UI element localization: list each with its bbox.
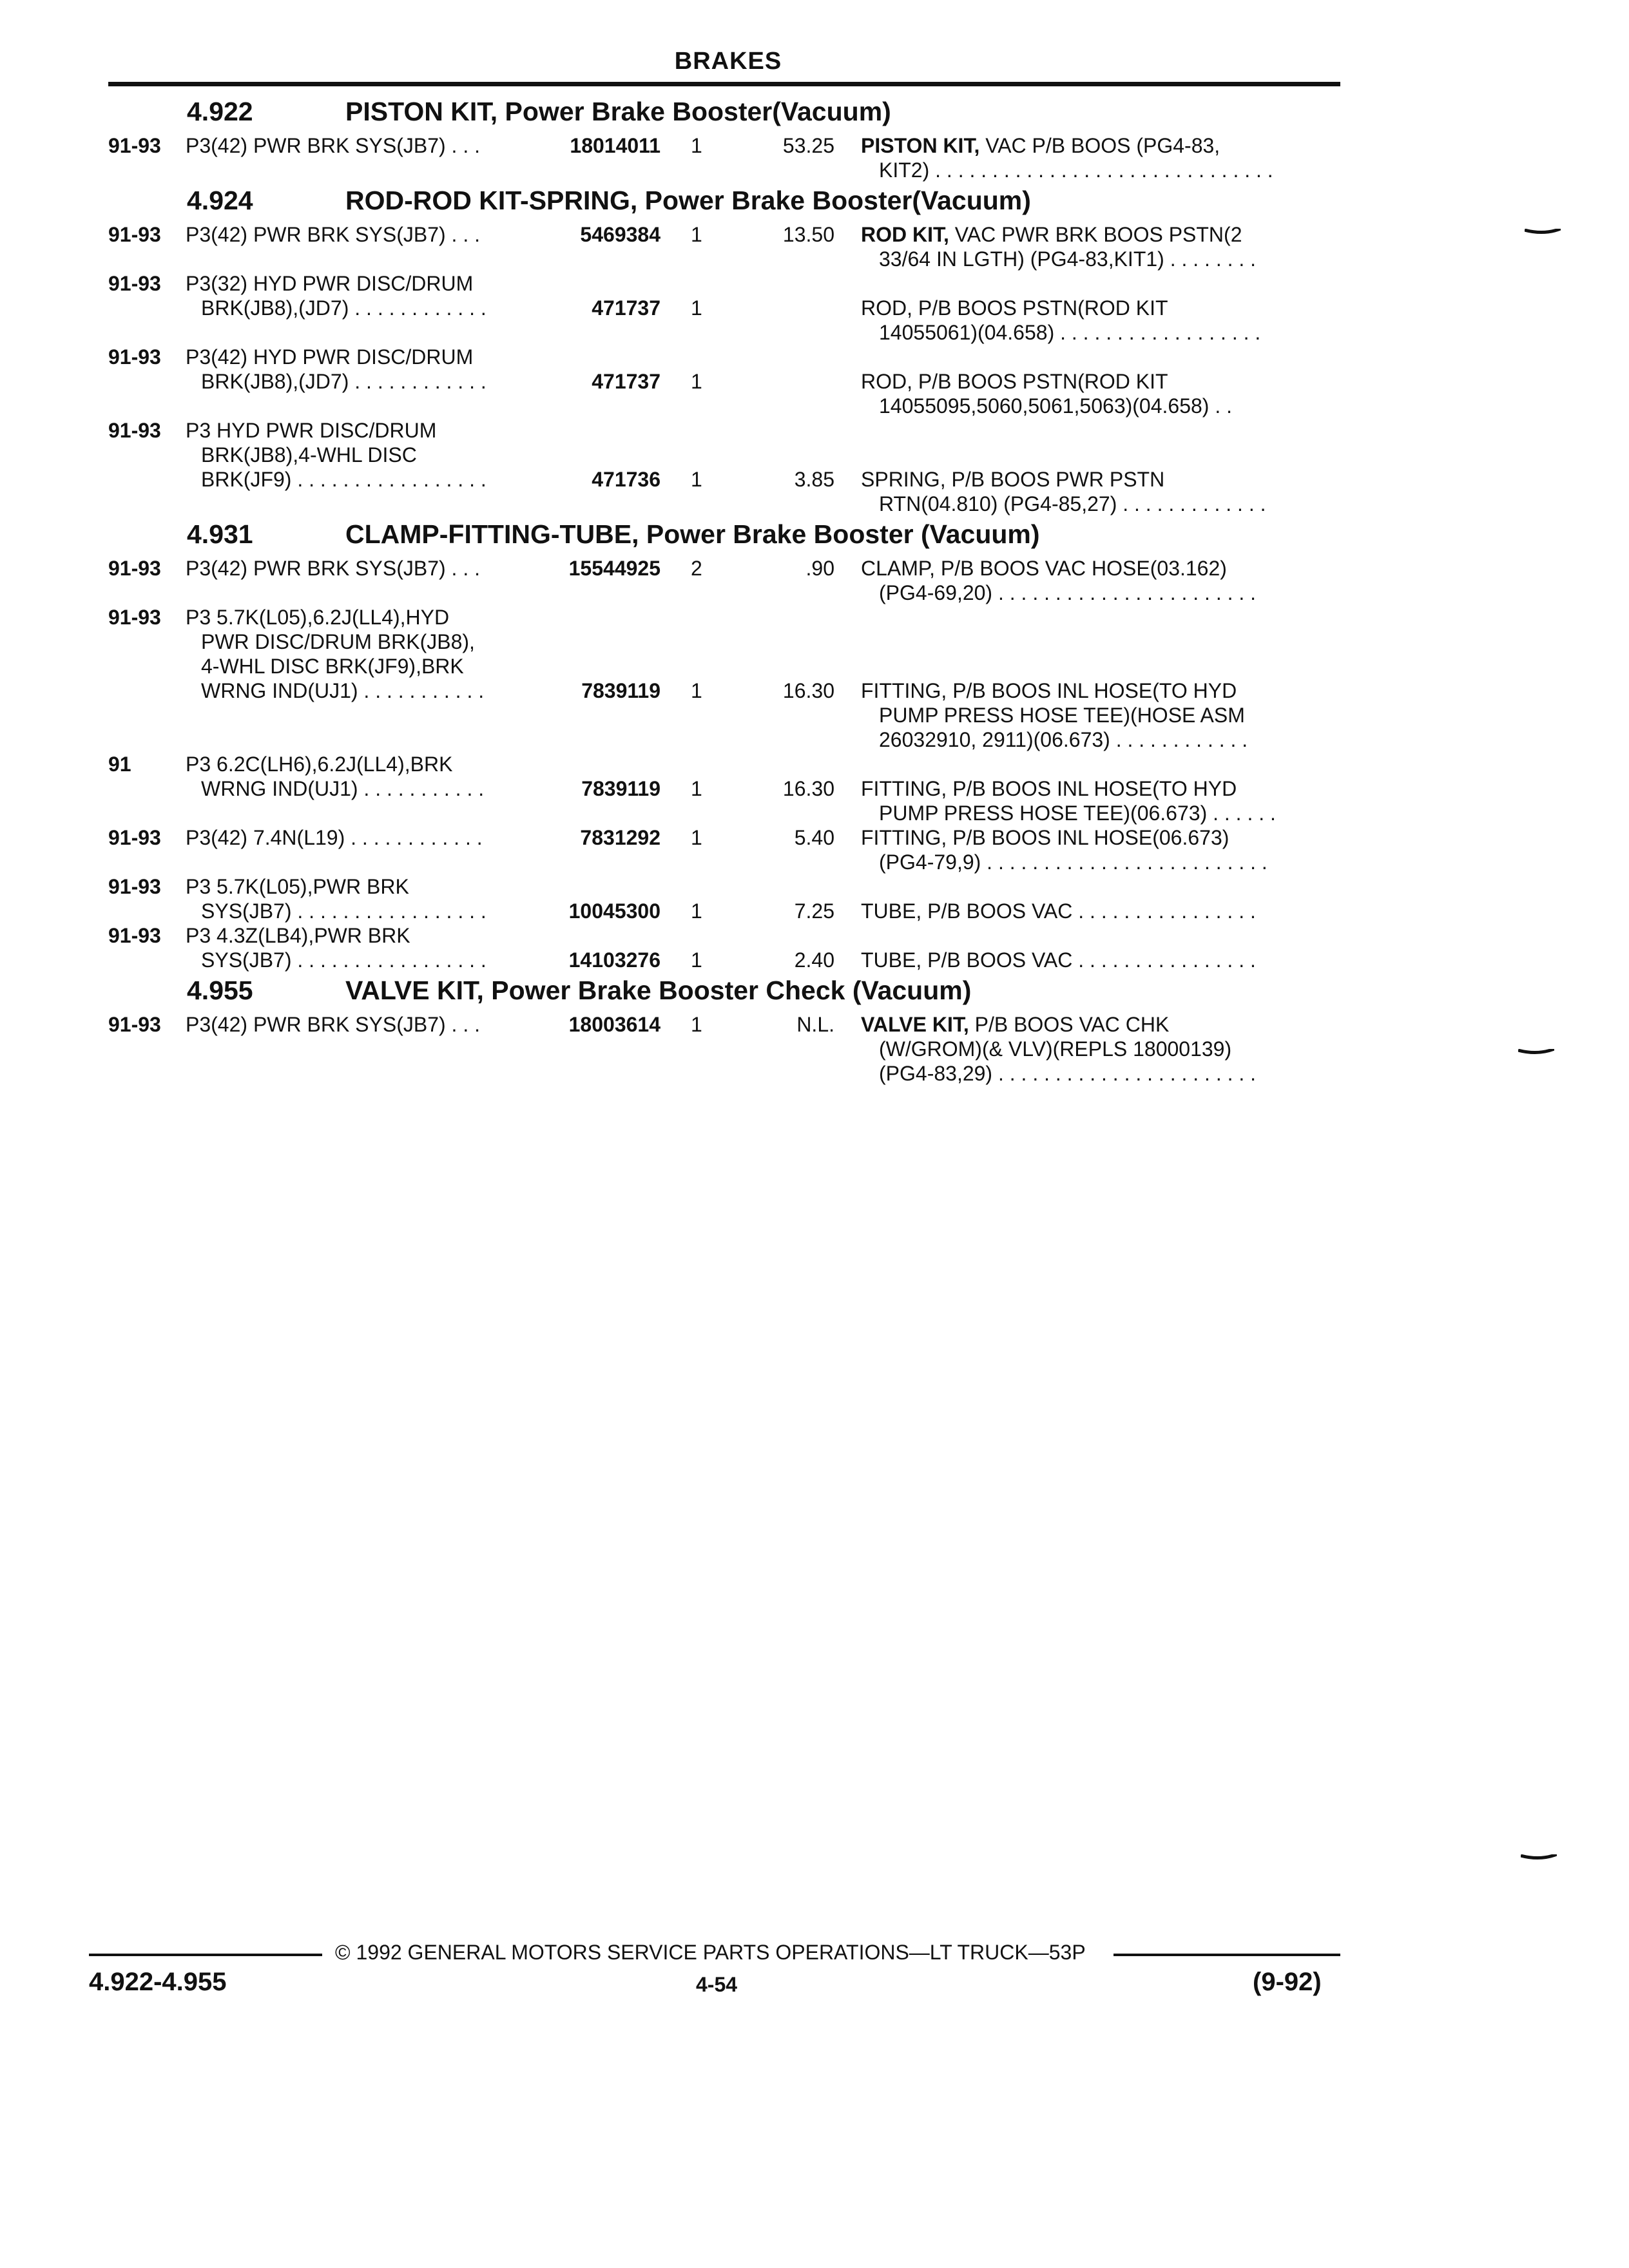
parts-list-item: [0, 419, 1629, 517]
section-number: 4.955: [187, 975, 253, 1005]
price: 7.25: [794, 899, 834, 923]
model-year: 91-93: [108, 826, 161, 849]
quantity: 1: [691, 296, 702, 320]
quantity: 1: [691, 223, 702, 246]
price: 53.25: [782, 134, 834, 157]
model-year: 91-93: [108, 272, 161, 295]
item-line: [0, 704, 1629, 728]
section-heading: [0, 973, 1629, 1013]
application-text: BRK(JB8),(JD7) . . . . . . . . . . . .: [201, 370, 487, 393]
part-number: 18003614: [568, 1013, 660, 1036]
part-description: (PG4-79,9) . . . . . . . . . . . . . . . . . . . . . . . . .: [879, 850, 1268, 874]
item-line: [0, 1062, 1629, 1086]
model-year: 91-93: [108, 134, 161, 157]
model-year: 91-93: [108, 1013, 161, 1036]
quantity: 1: [691, 468, 702, 491]
application-text: SYS(JB7) . . . . . . . . . . . . . . . . .: [201, 948, 487, 972]
application-text: P3(42) PWR BRK SYS(JB7) . . .: [186, 223, 480, 246]
item-line: [0, 443, 1629, 468]
price: 16.30: [782, 679, 834, 702]
page-header-title: BRAKES: [674, 48, 782, 75]
quantity: 1: [691, 948, 702, 972]
parts-list-item: [0, 223, 1629, 272]
application-text: SYS(JB7) . . . . . . . . . . . . . . . . .: [201, 899, 487, 923]
item-line: [0, 802, 1629, 826]
price: 3.85: [794, 468, 834, 491]
part-description: (PG4-83,29) . . . . . . . . . . . . . . . . . . . . . . .: [879, 1062, 1257, 1085]
section-title: ROD-ROD KIT-SPRING, Power Brake Booster(Vacuum): [345, 186, 1031, 215]
part-description: TUBE, P/B BOOS VAC . . . . . . . . . . . . . . . .: [861, 899, 1256, 923]
part-description: KIT2) . . . . . . . . . . . . . . . . . . . . . . . . . . . . . .: [879, 159, 1273, 182]
section-heading: [0, 517, 1629, 557]
model-year: 91-93: [108, 345, 161, 369]
header-rule: [108, 82, 1340, 86]
section-title: CLAMP-FITTING-TUBE, Power Brake Booster (Vacuum): [345, 519, 1040, 549]
quantity: 1: [691, 826, 702, 849]
parts-list-item: [0, 875, 1629, 924]
item-line: [0, 826, 1629, 850]
item-line: [0, 1037, 1629, 1062]
part-number: 471737: [592, 370, 660, 393]
part-description: TUBE, P/B BOOS VAC . . . . . . . . . . . . . . . .: [861, 948, 1256, 972]
model-year: 91-93: [108, 875, 161, 898]
section-heading: [0, 183, 1629, 223]
item-line: [0, 492, 1629, 517]
part-number: 7831292: [580, 826, 660, 849]
item-line: [0, 850, 1629, 875]
price: N.L.: [796, 1013, 834, 1036]
application-text: P3(42) PWR BRK SYS(JB7) . . .: [186, 1013, 480, 1036]
application-text: P3(42) 7.4N(L19) . . . . . . . . . . . .: [186, 826, 483, 849]
model-year: 91-93: [108, 419, 161, 442]
item-line: [0, 247, 1629, 272]
footer-copyright: © 1992 GENERAL MOTORS SERVICE PARTS OPERATIONS—LT TRUCK—53P: [335, 1941, 1086, 1964]
application-text: 4-WHL DISC BRK(JF9),BRK: [201, 655, 464, 678]
price: 2.40: [794, 948, 834, 972]
footer-section-range: 4.922-4.955: [89, 1968, 227, 1996]
item-line: [0, 728, 1629, 753]
part-description: PISTON KIT, VAC P/B BOOS (PG4-83,: [861, 134, 1220, 157]
part-number: 10045300: [568, 899, 660, 923]
section-heading: [0, 94, 1629, 134]
part-number: 18014011: [570, 134, 660, 157]
item-line: [0, 875, 1629, 899]
item-line: [0, 899, 1629, 924]
item-line: [0, 606, 1629, 630]
quantity: 1: [691, 134, 702, 157]
part-description: 26032910, 2911)(06.673) . . . . . . . . . . . .: [879, 728, 1248, 751]
part-description: (W/GROM)(& VLV)(REPLS 18000139): [879, 1037, 1232, 1061]
part-description: VALVE KIT, P/B BOOS VAC CHK: [861, 1013, 1170, 1036]
item-line: [0, 777, 1629, 802]
application-text: P3(32) HYD PWR DISC/DRUM: [186, 272, 474, 295]
part-number: 471737: [592, 296, 660, 320]
quantity: 1: [691, 679, 702, 702]
part-description: (PG4-69,20) . . . . . . . . . . . . . . . . . . . . . . .: [879, 581, 1257, 604]
item-line: [0, 581, 1629, 606]
application-text: P3 6.2C(LH6),6.2J(LL4),BRK: [186, 753, 453, 776]
parts-list-item: [0, 606, 1629, 753]
part-description: 14055061)(04.658) . . . . . . . . . . . . . . . . . .: [879, 321, 1261, 344]
item-line: [0, 370, 1629, 394]
item-line: [0, 159, 1629, 183]
part-number: 471736: [592, 468, 660, 491]
footer-rule-right: [1113, 1954, 1340, 1956]
item-line: [0, 948, 1629, 973]
model-year: 91-93: [108, 223, 161, 246]
footer-revision-date: (9-92): [1253, 1968, 1322, 1996]
item-line: [0, 1013, 1629, 1037]
price: .90: [805, 557, 834, 580]
application-text: WRNG IND(UJ1) . . . . . . . . . . .: [201, 679, 485, 702]
parts-catalog-body: [0, 94, 1629, 1086]
part-description: FITTING, P/B BOOS INL HOSE(TO HYD: [861, 777, 1237, 800]
item-line: [0, 753, 1629, 777]
parts-list-item: [0, 134, 1629, 183]
footer-page-number: 4-54: [696, 1973, 738, 1996]
part-description: ROD KIT, VAC PWR BRK BOOS PSTN(2: [861, 223, 1242, 246]
part-description: 14055095,5060,5061,5063)(04.658) . .: [879, 394, 1233, 418]
parts-list-item: [0, 924, 1629, 973]
model-year: 91-93: [108, 606, 161, 629]
parts-list-item: [0, 272, 1629, 345]
footer-rule-left: [89, 1954, 322, 1956]
application-text: P3 4.3Z(LB4),PWR BRK: [186, 924, 410, 947]
application-text: P3 5.7K(L05),PWR BRK: [186, 875, 409, 898]
item-line: [0, 272, 1629, 296]
item-line: [0, 419, 1629, 443]
price: 16.30: [782, 777, 834, 800]
item-line: [0, 321, 1629, 345]
part-number: 7839119: [581, 679, 660, 702]
item-line: [0, 468, 1629, 492]
quantity: 1: [691, 777, 702, 800]
part-number: 5469384: [580, 223, 660, 246]
margin-tick-mark: [1521, 1854, 1557, 1861]
part-description: FITTING, P/B BOOS INL HOSE(TO HYD: [861, 679, 1237, 702]
part-description: PUMP PRESS HOSE TEE)(06.673) . . . . . .: [879, 802, 1276, 825]
parts-list-item: [0, 1013, 1629, 1086]
part-number: 15544925: [568, 557, 660, 580]
item-line: [0, 655, 1629, 679]
section-number: 4.931: [187, 519, 253, 549]
part-description: RTN(04.810) (PG4-85,27) . . . . . . . . . . . . .: [879, 492, 1266, 515]
application-text: P3(42) HYD PWR DISC/DRUM: [186, 345, 474, 369]
application-text: BRK(JB8),(JD7) . . . . . . . . . . . .: [201, 296, 487, 320]
application-text: P3(42) PWR BRK SYS(JB7) . . .: [186, 557, 480, 580]
item-line: [0, 557, 1629, 581]
application-text: P3 HYD PWR DISC/DRUM: [186, 419, 437, 442]
part-number: 14103276: [568, 948, 660, 972]
part-description: FITTING, P/B BOOS INL HOSE(06.673): [861, 826, 1229, 849]
quantity: 2: [691, 557, 702, 580]
part-description: 33/64 IN LGTH) (PG4-83,KIT1) . . . . . . . .: [879, 247, 1257, 271]
item-line: [0, 679, 1629, 704]
quantity: 1: [691, 1013, 702, 1036]
parts-list-item: [0, 753, 1629, 826]
section-title: VALVE KIT, Power Brake Booster Check (Vacuum): [345, 975, 972, 1005]
part-description: ROD, P/B BOOS PSTN(ROD KIT: [861, 370, 1168, 393]
application-text: PWR DISC/DRUM BRK(JB8),: [201, 630, 475, 653]
parts-list-item: [0, 345, 1629, 419]
item-line: [0, 296, 1629, 321]
section-title: PISTON KIT, Power Brake Booster(Vacuum): [345, 97, 891, 126]
part-description: ROD, P/B BOOS PSTN(ROD KIT: [861, 296, 1168, 320]
section-number: 4.924: [187, 186, 253, 215]
part-number: 7839119: [581, 777, 660, 800]
item-line: [0, 223, 1629, 247]
item-line: [0, 924, 1629, 948]
model-year: 91-93: [108, 924, 161, 947]
application-text: P3(42) PWR BRK SYS(JB7) . . .: [186, 134, 480, 157]
price: 5.40: [794, 826, 834, 849]
item-line: [0, 134, 1629, 159]
section-number: 4.922: [187, 97, 253, 126]
item-line: [0, 394, 1629, 419]
item-line: [0, 345, 1629, 370]
application-text: P3 5.7K(L05),6.2J(LL4),HYD: [186, 606, 450, 629]
part-description: SPRING, P/B BOOS PWR PSTN: [861, 468, 1165, 491]
application-text: BRK(JF9) . . . . . . . . . . . . . . . . .: [201, 468, 487, 491]
margin-tick-mark: [1525, 229, 1561, 235]
parts-list-item: [0, 826, 1629, 875]
application-text: WRNG IND(UJ1) . . . . . . . . . . .: [201, 777, 485, 800]
item-line: [0, 630, 1629, 655]
parts-list-item: [0, 557, 1629, 606]
model-year: 91: [108, 753, 131, 776]
price: 13.50: [782, 223, 834, 246]
quantity: 1: [691, 899, 702, 923]
model-year: 91-93: [108, 557, 161, 580]
application-text: BRK(JB8),4-WHL DISC: [201, 443, 417, 466]
part-description: PUMP PRESS HOSE TEE)(HOSE ASM: [879, 704, 1245, 727]
margin-tick-mark: [1518, 1049, 1554, 1055]
part-description: CLAMP, P/B BOOS VAC HOSE(03.162): [861, 557, 1227, 580]
quantity: 1: [691, 370, 702, 393]
